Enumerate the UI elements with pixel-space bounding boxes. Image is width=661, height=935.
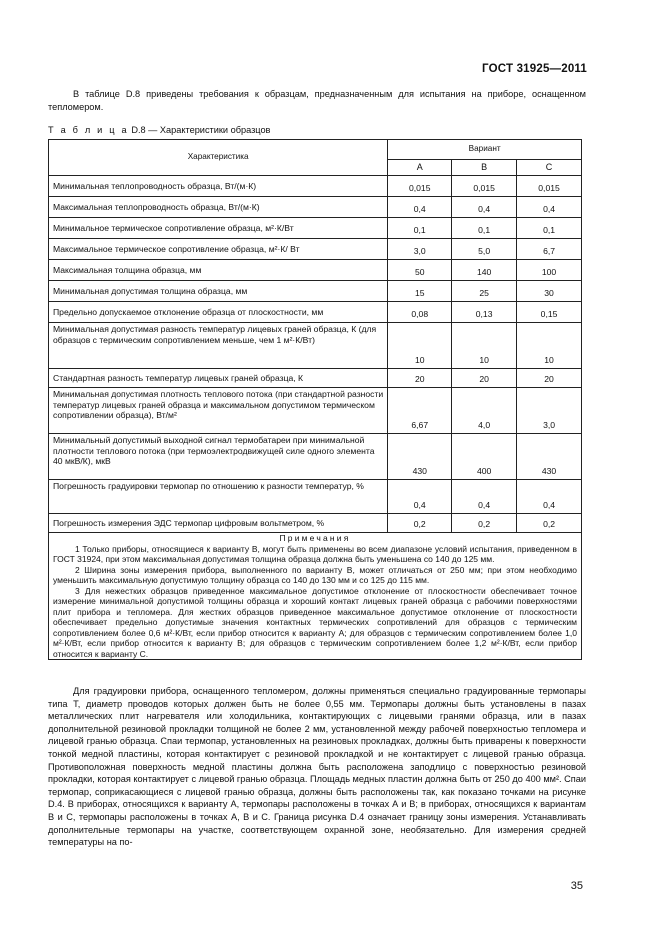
- column-header-variant-b: B: [452, 160, 517, 176]
- row-characteristic-label: Минимальная допустимая толщина образца, мм: [49, 281, 388, 302]
- row-value-variant-c: 0,015: [517, 176, 582, 197]
- row-value-variant-a: 0,08: [388, 302, 452, 323]
- row-characteristic-label: Максимальная толщина образца, мм: [49, 260, 388, 281]
- row-value-variant-b: 4,0: [452, 388, 517, 434]
- row-value-variant-c: 430: [517, 434, 582, 480]
- row-value-variant-c: 10: [517, 323, 582, 369]
- row-value-variant-b: 0,2: [452, 514, 517, 533]
- column-header-characteristic: Характеристика: [49, 140, 388, 176]
- row-value-variant-c: 0,1: [517, 218, 582, 239]
- specimen-characteristics-table: [48, 139, 582, 660]
- row-value-variant-a: 10: [388, 323, 452, 369]
- note-3: 3 Для нежестких образцов приведенное максимальное допустимое отклонение от плоскостности обеспечивает точное измерение минимальной допустимой толщины образца и хороший контакт лицевых граней образца с рабочими поверхностями плит прибора и тепломера. Для жестких образцов приведенное максимальное допустимое отклонение от плоскостности обеспечивает предельно допустимые значения контактных термических сопротивлений для образцов с термическим сопротивлением более 0,6 м²·К/Вт, если прибор относится к варианту А; для образцов с термическим сопротивлением более 1,0 м²·К/Вт, если прибор относится к варианту В; для образцов с термическим сопротивлением более 1,2 м²·К/Вт, если прибор относится к варианту С.: [53, 585, 577, 659]
- note-1: 1 Только приборы, относящиеся к варианту В, могут быть применены во всем диапазоне условий испытания, приведенном в ГОСТ 31924, при этом максимальная допустимая толщина образца должна быть уменьшена со 140 до 125 мм.: [53, 543, 577, 564]
- row-value-variant-a: 50: [388, 260, 452, 281]
- row-characteristic-label: Погрешность градуировки термопар по отношению к разности температур, %: [49, 480, 388, 514]
- table-row: [49, 197, 582, 218]
- body-paragraph: Для градуировки прибора, оснащенного тепломером, должны применяться специально градуированные термопары типа Т, диаметр проводов которых должен быть не более 0,55 мм. Термопары должны быть установлены в пазах металлических плит нагревателя или холодильника, контактирующих с лицевыми гранями образца, или в пазах дополнительной резиновой прокладки толщиной не более 2 мм, установленной между рабочей поверхностью тепломера и лицевой гранью образца. Спаи термопар, установленных на резиновых прокладках, должны быть приварены к поверхности тонкой медной пластины, которая контактирует с резиновой прокладкой и не контактирует с лицевой гранью образца. Противоположная поверхность медной пластины должна быть расположена заподлицо с поверхностью резиновой прокладки, которая контактирует с лицевой гранью образца. Площадь медных пластин должна быть от 250 до 400 мм². Спаи термопар, соприкасающиеся с лицевой гранью образца, должны быть расположены так, как показано точками на рисунке D.4. В приборах, относящихся к варианту А, термопары расположены в точках А и В; в приборах, относящихся к вариантам В и С, термопары расположены в точках А, В и С. Граница рисунка D.4 означает границу зоны измерения. Устанавливать дополнительные термопары на участке, соответствующем охранной зоне, необязательно. Для измерения средней температуры на по-: [48, 686, 586, 848]
- row-value-variant-b: 0,13: [452, 302, 517, 323]
- row-value-variant-c: 100: [517, 260, 582, 281]
- intro-paragraph: В таблице D.8 приведены требования к образцам, предназначенным для испытания на приборе, оснащенном тепломером.: [48, 89, 586, 112]
- column-header-variant-c: C: [517, 160, 582, 176]
- table-row: [49, 176, 582, 197]
- row-value-variant-a: 15: [388, 281, 452, 302]
- row-value-variant-a: 0,1: [388, 218, 452, 239]
- table-row: [49, 369, 582, 388]
- row-value-variant-a: 0,2: [388, 514, 452, 533]
- row-value-variant-a: 6,67: [388, 388, 452, 434]
- row-value-variant-b: 0,1: [452, 218, 517, 239]
- row-value-variant-b: 0,4: [452, 480, 517, 514]
- row-value-variant-a: 0,4: [388, 480, 452, 514]
- row-characteristic-label: Стандартная разность температур лицевых граней образца, К: [49, 369, 388, 388]
- row-characteristic-label: Минимальное термическое сопротивление образца, м²·К/Вт: [49, 218, 388, 239]
- row-value-variant-c: 3,0: [517, 388, 582, 434]
- row-value-variant-b: 140: [452, 260, 517, 281]
- row-characteristic-label: Максимальное термическое сопротивление образца, м²·К/ Вт: [49, 239, 388, 260]
- row-value-variant-b: 10: [452, 323, 517, 369]
- table-row: [49, 323, 582, 369]
- row-value-variant-a: 3,0: [388, 239, 452, 260]
- table-row: [49, 239, 582, 260]
- table-row: [49, 218, 582, 239]
- row-value-variant-b: 0,015: [452, 176, 517, 197]
- note-2: 2 Ширина зоны измерения прибора, выполненного по варианту В, может отличаться от 250 мм; при этом необходимо уменьшить максимальную допустимую толщину образца со 140 до 130 мм и со 125 до 115 мм.: [53, 564, 577, 585]
- row-value-variant-a: 0,4: [388, 197, 452, 218]
- row-value-variant-b: 5,0: [452, 239, 517, 260]
- row-value-variant-b: 400: [452, 434, 517, 480]
- table-row: [49, 434, 582, 480]
- row-characteristic-label: Минимальная допустимая плотность теплового потока (при стандартной разности температур лицевых граней образца и максимальном допустимом термическом сопротивлении образца), Вт/м²: [49, 388, 388, 434]
- row-characteristic-label: Предельно допускаемое отклонение образца от плоскостности, мм: [49, 302, 388, 323]
- row-value-variant-a: 0,015: [388, 176, 452, 197]
- row-value-variant-c: 0,4: [517, 480, 582, 514]
- row-characteristic-label: Минимальная допустимая разность температур лицевых граней образца, К (для образцов с термическим сопротивлением меньше, чем 1 м²·К/Вт): [49, 323, 388, 369]
- table-row: [49, 260, 582, 281]
- table-row: [49, 281, 582, 302]
- row-value-variant-b: 20: [452, 369, 517, 388]
- notes-title: Примечания: [279, 533, 351, 543]
- table-caption-prefix: Т а б л и ц а: [48, 125, 129, 135]
- row-value-variant-a: 20: [388, 369, 452, 388]
- row-value-variant-a: 430: [388, 434, 452, 480]
- table-row: [49, 302, 582, 323]
- row-characteristic-label: Минимальный допустимый выходной сигнал термобатареи при минимальной плотности теплового потока (при термоэлектродвижущей силе одного элемента 40 мкВ/К), мкВ: [49, 434, 388, 480]
- page-number: 35: [570, 880, 583, 892]
- row-value-variant-c: 0,4: [517, 197, 582, 218]
- table-caption-title: D.8 — Характеристики образцов: [128, 125, 271, 135]
- column-header-variant-a: A: [388, 160, 452, 176]
- table-row: [49, 480, 582, 514]
- row-value-variant-b: 25: [452, 281, 517, 302]
- column-header-variant: Вариант: [388, 140, 582, 160]
- table-notes: [49, 533, 582, 660]
- table-caption: [48, 125, 270, 135]
- row-value-variant-c: 0,15: [517, 302, 582, 323]
- row-value-variant-c: 6,7: [517, 239, 582, 260]
- document-id-header: ГОСТ 31925—2011: [482, 63, 587, 75]
- table-row: [49, 388, 582, 434]
- row-value-variant-c: 0,2: [517, 514, 582, 533]
- row-value-variant-c: 30: [517, 281, 582, 302]
- row-value-variant-b: 0,4: [452, 197, 517, 218]
- row-characteristic-label: Погрешность измерения ЭДС термопар цифровым вольтметром, %: [49, 514, 388, 533]
- table-row: [49, 514, 582, 533]
- row-value-variant-c: 20: [517, 369, 582, 388]
- row-characteristic-label: Минимальная теплопроводность образца, Вт/(м·К): [49, 176, 388, 197]
- row-characteristic-label: Максимальная теплопроводность образца, Вт/(м·К): [49, 197, 388, 218]
